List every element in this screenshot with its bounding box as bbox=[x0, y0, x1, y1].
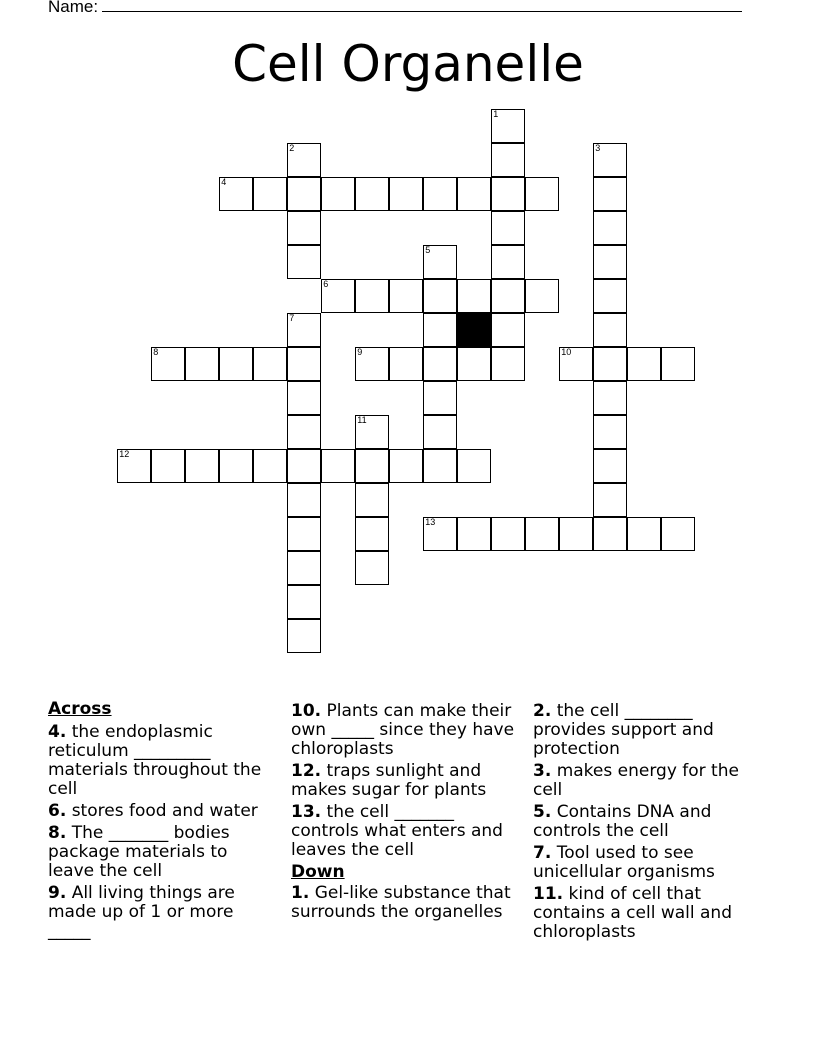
grid-cell[interactable] bbox=[287, 143, 321, 177]
clue-number-label: 3 bbox=[595, 143, 601, 154]
clue-text: kind of cell that contains a cell wall and chloroplasts bbox=[533, 884, 732, 942]
clue-text: Plants can make their own _____ since they have chloroplasts bbox=[291, 701, 515, 759]
grid-cell[interactable] bbox=[253, 449, 287, 483]
clue-number: 11. bbox=[533, 884, 564, 904]
clue-number: 7. bbox=[533, 843, 552, 863]
grid-cell[interactable] bbox=[219, 347, 253, 381]
grid-cell[interactable] bbox=[593, 483, 627, 517]
name-label: Name: bbox=[48, 0, 99, 16]
grid-cell[interactable] bbox=[593, 313, 627, 347]
grid-cell[interactable] bbox=[593, 517, 627, 551]
grid-cell[interactable] bbox=[457, 177, 491, 211]
grid-cell[interactable] bbox=[423, 347, 457, 381]
grid-cell[interactable] bbox=[491, 245, 525, 279]
grid-cell[interactable] bbox=[253, 177, 287, 211]
clue-text: Contains DNA and controls the cell bbox=[533, 802, 712, 841]
grid-cell[interactable] bbox=[457, 279, 491, 313]
clue-number: 8. bbox=[48, 823, 67, 843]
clue-number: 9. bbox=[48, 883, 67, 903]
clue-across-9 bbox=[48, 884, 276, 941]
grid-cell[interactable] bbox=[287, 551, 321, 585]
grid-cell[interactable] bbox=[287, 517, 321, 551]
clue-down-11 bbox=[533, 885, 761, 942]
clue-number-label: 2 bbox=[289, 143, 295, 154]
grid-cell[interactable] bbox=[287, 245, 321, 279]
clue-number-label: 10 bbox=[561, 347, 572, 358]
clue-text: stores food and water bbox=[71, 801, 258, 821]
grid-cell[interactable] bbox=[287, 381, 321, 415]
clue-text: Tool used to see unicellular organisms bbox=[533, 843, 715, 882]
clue-number-label: 8 bbox=[153, 347, 159, 358]
clue-down-7 bbox=[533, 844, 761, 882]
grid-cell[interactable] bbox=[355, 517, 389, 551]
clue-number-label: 4 bbox=[221, 177, 227, 188]
grid-cell[interactable] bbox=[287, 483, 321, 517]
grid-cell[interactable] bbox=[491, 313, 525, 347]
grid-cell[interactable] bbox=[151, 449, 185, 483]
grid-cell[interactable] bbox=[355, 177, 389, 211]
grid-cell[interactable] bbox=[355, 449, 389, 483]
grid-cell[interactable] bbox=[525, 279, 559, 313]
grid-cell[interactable] bbox=[185, 347, 219, 381]
grid-cell[interactable] bbox=[321, 449, 355, 483]
grid-cell[interactable] bbox=[491, 143, 525, 177]
clue-across-8 bbox=[48, 824, 276, 881]
grid-cell[interactable] bbox=[627, 517, 661, 551]
grid-cell[interactable] bbox=[321, 177, 355, 211]
clue-number-label: 7 bbox=[289, 313, 295, 324]
grid-cell[interactable] bbox=[219, 449, 253, 483]
grid-cell[interactable] bbox=[423, 415, 457, 449]
grid-cell[interactable] bbox=[389, 347, 423, 381]
clue-down-2 bbox=[533, 702, 761, 759]
grid-cell[interactable] bbox=[355, 347, 389, 381]
grid-cell[interactable] bbox=[457, 347, 491, 381]
grid-cell[interactable] bbox=[423, 313, 457, 347]
clue-number: 10. bbox=[291, 701, 322, 721]
clue-number-label: 11 bbox=[357, 415, 367, 426]
grid-cell[interactable] bbox=[253, 347, 287, 381]
grid-cell[interactable] bbox=[219, 177, 253, 211]
clue-text: the cell ________ provides support and protection bbox=[533, 701, 714, 759]
clue-column-3 bbox=[533, 702, 761, 945]
grid-cell[interactable] bbox=[661, 517, 695, 551]
clue-text: the cell _______ controls what enters and leaves the cell bbox=[291, 802, 503, 860]
grid-cell[interactable] bbox=[287, 177, 321, 211]
clue-number-label: 1 bbox=[493, 109, 499, 120]
grid-cell[interactable] bbox=[491, 279, 525, 313]
grid-cell[interactable] bbox=[151, 347, 185, 381]
grid-cell[interactable] bbox=[355, 551, 389, 585]
clue-column-1 bbox=[48, 700, 276, 944]
clue-number-label: 9 bbox=[357, 347, 363, 358]
grid-cell[interactable] bbox=[491, 109, 525, 143]
grid-cell[interactable] bbox=[117, 449, 151, 483]
grid-cell[interactable] bbox=[593, 211, 627, 245]
grid-cell[interactable] bbox=[525, 177, 559, 211]
grid-cell[interactable] bbox=[491, 517, 525, 551]
grid-cell[interactable] bbox=[389, 177, 423, 211]
grid-cell[interactable] bbox=[389, 449, 423, 483]
clue-number-label: 6 bbox=[323, 279, 329, 290]
grid-cell[interactable] bbox=[389, 279, 423, 313]
grid-cell[interactable] bbox=[491, 211, 525, 245]
clue-down-1 bbox=[291, 884, 519, 922]
clue-across-6 bbox=[48, 802, 276, 821]
grid-cell[interactable] bbox=[287, 313, 321, 347]
grid-cell[interactable] bbox=[593, 449, 627, 483]
clue-text: the endoplasmic reticulum _________ materials throughout the cell bbox=[48, 722, 262, 799]
clue-text: traps sunlight and makes sugar for plants bbox=[291, 761, 487, 800]
clue-number: 3. bbox=[533, 761, 552, 781]
grid-cell[interactable] bbox=[627, 347, 661, 381]
grid-cell[interactable] bbox=[355, 483, 389, 517]
grid-cell[interactable] bbox=[559, 347, 593, 381]
clue-text: Gel-like substance that surrounds the organelles bbox=[291, 883, 511, 922]
name-field[interactable] bbox=[48, 0, 742, 17]
grid-cell[interactable] bbox=[593, 381, 627, 415]
grid-cell[interactable] bbox=[423, 381, 457, 415]
grid-cell[interactable] bbox=[423, 245, 457, 279]
page-title: Cell Organelle bbox=[232, 35, 584, 93]
grid-cell[interactable] bbox=[287, 449, 321, 483]
clue-number: 5. bbox=[533, 802, 552, 822]
grid-cell[interactable] bbox=[593, 245, 627, 279]
clue-number: 12. bbox=[291, 761, 322, 781]
grid-cell[interactable] bbox=[593, 347, 627, 381]
clue-number-label: 5 bbox=[425, 245, 431, 256]
clue-down-5 bbox=[533, 803, 761, 841]
clue-across-4 bbox=[48, 723, 276, 799]
grid-cell-black bbox=[457, 313, 491, 347]
grid-cell[interactable] bbox=[491, 347, 525, 381]
grid-cell[interactable] bbox=[593, 143, 627, 177]
clue-number: 6. bbox=[48, 801, 67, 821]
grid-cell[interactable] bbox=[287, 415, 321, 449]
grid-cell[interactable] bbox=[525, 517, 559, 551]
clue-across-10 bbox=[291, 702, 519, 759]
grid-cell[interactable] bbox=[287, 211, 321, 245]
clue-text: makes energy for the cell bbox=[533, 761, 739, 800]
name-underline[interactable] bbox=[102, 0, 742, 12]
grid-cell[interactable] bbox=[593, 177, 627, 211]
grid-cell[interactable] bbox=[355, 415, 389, 449]
grid-cell[interactable] bbox=[593, 415, 627, 449]
grid-cell[interactable] bbox=[423, 517, 457, 551]
down-heading: Down bbox=[291, 862, 345, 882]
grid-cell[interactable] bbox=[287, 619, 321, 653]
grid-cell[interactable] bbox=[423, 449, 457, 483]
clue-across-12 bbox=[291, 762, 519, 800]
clue-number: 4. bbox=[48, 722, 67, 742]
grid-cell[interactable] bbox=[593, 279, 627, 313]
clue-down-3 bbox=[533, 762, 761, 800]
grid-cell[interactable] bbox=[457, 517, 491, 551]
grid-cell[interactable] bbox=[491, 177, 525, 211]
grid-cell[interactable] bbox=[185, 449, 219, 483]
clue-number: 1. bbox=[291, 883, 310, 903]
grid-cell[interactable] bbox=[321, 279, 355, 313]
clue-number: 2. bbox=[533, 701, 552, 721]
grid-cell[interactable] bbox=[457, 449, 491, 483]
clue-text: The _______ bodies package materials to leave the cell bbox=[48, 823, 230, 881]
clue-text: All living things are made up of 1 or more _____ bbox=[48, 883, 235, 941]
grid-cell[interactable] bbox=[423, 177, 457, 211]
clue-column-2 bbox=[291, 702, 519, 925]
grid-cell[interactable] bbox=[287, 585, 321, 619]
grid-cell[interactable] bbox=[661, 347, 695, 381]
clue-number-label: 12 bbox=[119, 449, 130, 460]
clue-number: 13. bbox=[291, 802, 322, 822]
grid-cell[interactable] bbox=[355, 279, 389, 313]
grid-cell[interactable] bbox=[423, 279, 457, 313]
clue-number-label: 13 bbox=[425, 517, 436, 528]
grid-cell[interactable] bbox=[287, 347, 321, 381]
clue-across-13 bbox=[291, 803, 519, 860]
grid-cell[interactable] bbox=[559, 517, 593, 551]
across-heading: Across bbox=[48, 699, 112, 719]
